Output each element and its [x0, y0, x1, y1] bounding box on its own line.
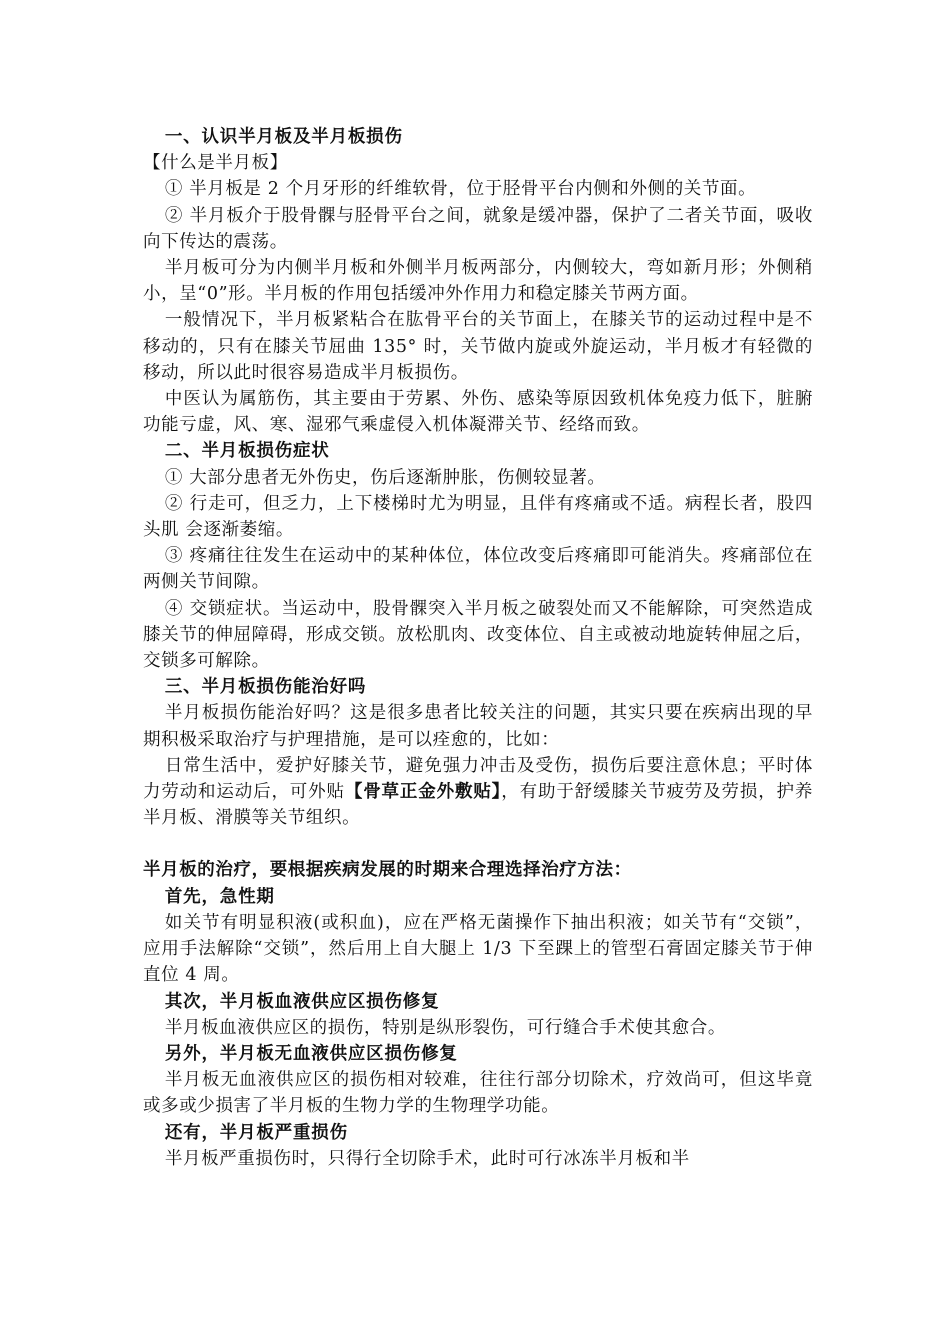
- section3-paragraph-2-text-before: 日常生活中，爱护好膝关节，避免强力冲击及受伤，损伤后要注意休息；平时体力劳动和运动后，可外贴: [143, 755, 813, 803]
- treatment-stage4-text: 半月板严重损伤时，只得行全切除手术，此时可行冰冻半月板和半: [164, 1148, 690, 1169]
- section1-paragraph-3: 半月板可分为内侧半月板和外侧半月板两部分，内侧较大，弯如新月形；外侧稍小，呈“0”形。半月板的作用包括缓冲外作用力和稳定膝关节两方面。: [143, 258, 813, 305]
- treatment-intro: 半月板的治疗，要根据疾病发展的时期来合理选择治疗方法：: [143, 860, 632, 881]
- treatment-stage3-text: 半月板无血液供应区的损伤相对较难，往往行部分切除术，疗效尚可，但这毕竟或多或少损害了半月板的生物力学的生物理学功能。: [143, 1070, 813, 1117]
- section2-paragraph-1: ① 大部分患者无外伤史，伤后逐渐肿胀，伤侧较显著。: [164, 467, 606, 488]
- blank-line: [143, 831, 813, 857]
- section3-paragraph-1: 半月板损伤能治好吗？这是很多患者比较关注的问题，其实只要在疾病出现的早期积极采取治疗与护理措施，是可以痊愈的，比如：: [143, 703, 813, 750]
- section3-heading: 三、半月板损伤能治好吗: [164, 677, 367, 698]
- section1-paragraph-4: 一般情况下，半月板紧粘合在肱骨平台的关节面上，在膝关节的运动过程中是不移动的，只有在膝关节屈曲 135° 时，关节做内旋或外旋运动，半月板才有轻微的移动，所以此时很容易造成半月板损伤。: [143, 310, 813, 383]
- product-name-highlight: 【骨草正金外敷贴】: [344, 782, 502, 803]
- section1-heading: 一、认识半月板及半月板损伤: [164, 127, 403, 147]
- section2-paragraph-2: ② 行走可，但乏力，上下楼梯时尤为明显，且伴有疼痛或不适。病程长者，股四头肌 会逐渐萎缩。: [143, 493, 813, 541]
- treatment-stage1-text: 如关节有明显积液(或积血)，应在严格无菌操作下抽出积液；如关节有“交锁”，应用手法解除“交锁”，然后用上自大腿上 1/3 下至踝上的管型石膏固定膝关节于伸直位 4 周。: [143, 912, 813, 986]
- section2-paragraph-3: ③ 疼痛往往发生在运动中的某种体位，体位改变后疼痛即可能消失。疼痛部位在两侧关节间隙。: [143, 546, 813, 593]
- treatment-stage3-title: 另外，半月板无血液供应区损伤修复: [164, 1043, 458, 1064]
- treatment-stage4-title: 还有，半月板严重损伤: [164, 1122, 348, 1143]
- section2-paragraph-4: ④ 交锁症状。当运动中，股骨髁突入半月板之破裂处而又不能解除，可突然造成膝关节的伸屈障碍，形成交锁。放松肌肉、改变体位、自主或被动地旋转伸屈之后，交锁多可解除。: [143, 598, 813, 672]
- section1-subheading: 【什么是半月板】: [143, 153, 288, 174]
- treatment-stage2-title: 其次，半月板血液供应区损伤修复: [164, 991, 440, 1012]
- section1-paragraph-1: ① 半月板是 2 个月牙形的纤维软骨，位于胫骨平台内侧和外侧的关节面。: [164, 179, 757, 200]
- section3-paragraph-2-text-after: ，有助于舒缓膝关节疲劳及劳损，护养半月板、滑膜等关节组织。: [143, 782, 813, 829]
- section2-heading: 二、半月板损伤症状: [164, 441, 330, 462]
- treatment-stage1-title: 首先，急性期: [164, 886, 275, 907]
- section1-paragraph-2: ② 半月板介于股骨髁与胫骨平台之间，就象是缓冲器，保护了二者关节面，吸收向下传达的震荡。: [143, 205, 813, 252]
- section3-paragraph-2: [143, 753, 813, 832]
- document-page: [143, 124, 813, 1172]
- treatment-stage2-text: 半月板血液供应区的损伤，特别是纵形裂伤，可行缝合手术使其愈合。: [164, 1017, 726, 1038]
- section1-paragraph-5: 中医认为属筋伤，其主要由于劳累、外伤、感染等原因致机体免疫力低下，脏腑功能亏虚，风、寒、湿邪气乘虚侵入机体凝滞关节、经络而致。: [143, 389, 813, 436]
